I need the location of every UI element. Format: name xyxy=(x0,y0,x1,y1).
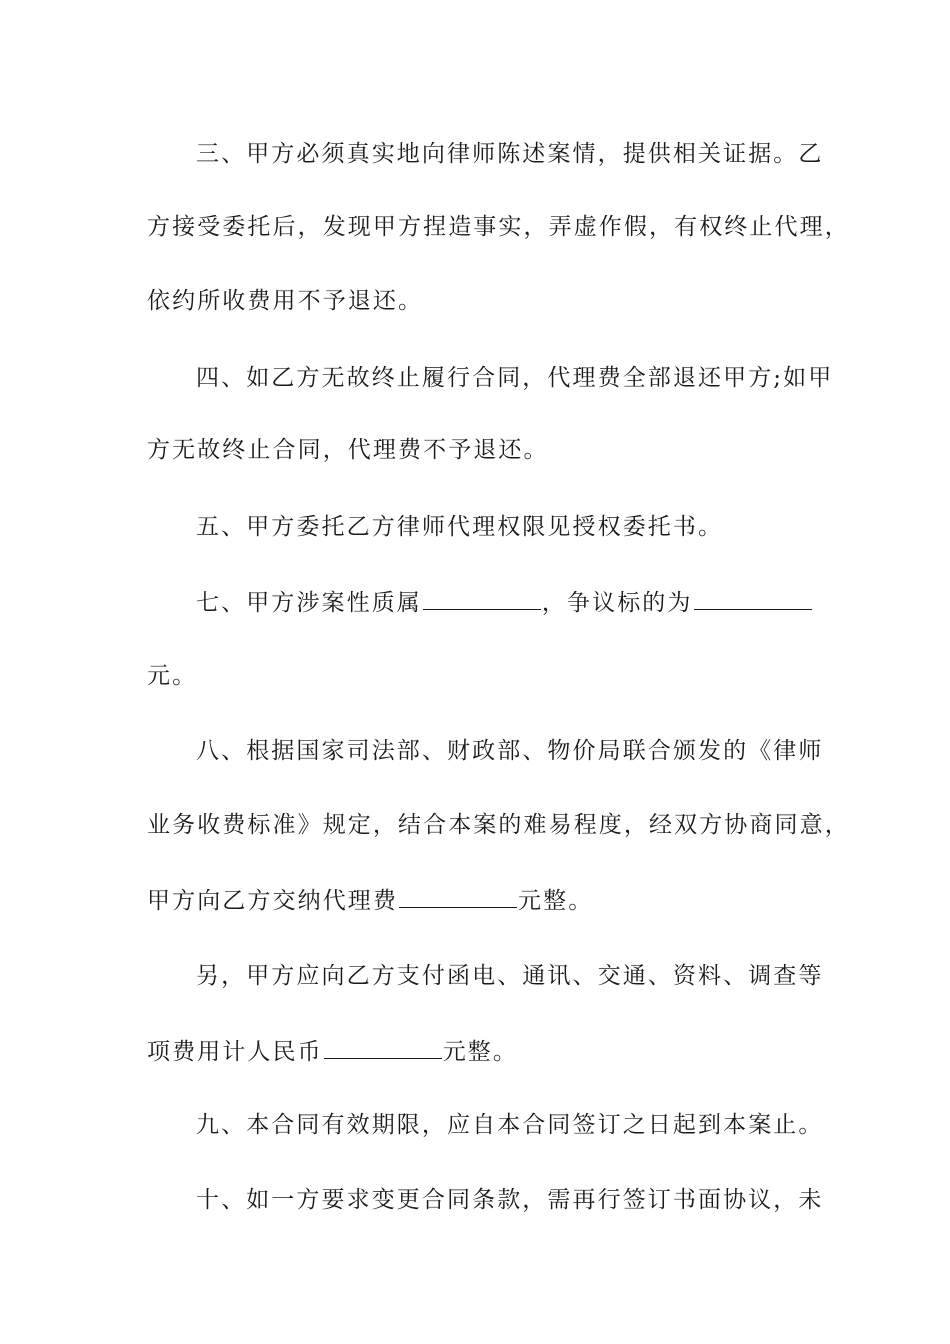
clause-4-line-2: 方无故终止合同，代理费不予退还。 xyxy=(147,437,549,463)
dispute-amount-blank xyxy=(694,587,812,610)
case-nature-blank xyxy=(423,587,541,610)
clause-7-line-2: 元。 xyxy=(147,663,198,689)
agency-fee-blank xyxy=(399,885,517,908)
clause-8-line-3 xyxy=(147,885,827,916)
clause-10-line-1: 十、如一方要求变更合同条款，需再行签订书面协议，未 xyxy=(196,1187,824,1213)
clause-7-line-1 xyxy=(196,587,876,618)
clause-7-text-b: ，争议标的为 xyxy=(541,590,693,616)
clause-8-line-2: 业务收费标准》规定，结合本案的难易程度，经双方协商同意， xyxy=(147,812,850,838)
clause-7-text-a: 七、甲方涉案性质属 xyxy=(196,590,422,616)
clause-8-line-1: 八、根据国家司法部、财政部、物价局联合颁发的《律师 xyxy=(196,738,824,764)
clause-8-text-a: 甲方向乙方交纳代理费 xyxy=(147,888,398,914)
extra-fee-text-a: 项费用计人民币 xyxy=(147,1039,323,1065)
clause-8-text-b: 元整。 xyxy=(518,888,594,914)
clause-3-line-2: 方接受委托后，发现甲方捏造事实，弄虚作假，有权终止代理， xyxy=(147,214,850,240)
extra-fee-blank xyxy=(324,1036,442,1059)
clause-3-line-1: 三、甲方必须真实地向律师陈述案情，提供相关证据。乙 xyxy=(196,141,824,167)
extra-fee-line-1: 另，甲方应向乙方支付函电、通讯、交通、资料、调查等 xyxy=(196,963,824,989)
clause-3-line-3: 依约所收费用不予退还。 xyxy=(147,288,424,314)
clause-4-line-1: 四、如乙方无故终止履行合同，代理费全部退还甲方;如甲 xyxy=(196,365,834,391)
extra-fee-line-2 xyxy=(147,1036,827,1067)
clause-5-line-1: 五、甲方委托乙方律师代理权限见授权委托书。 xyxy=(196,514,724,540)
extra-fee-text-b: 元整。 xyxy=(442,1039,519,1065)
clause-9-line-1: 九、本合同有效期限，应自本合同签订之日起到本案止。 xyxy=(196,1112,824,1138)
